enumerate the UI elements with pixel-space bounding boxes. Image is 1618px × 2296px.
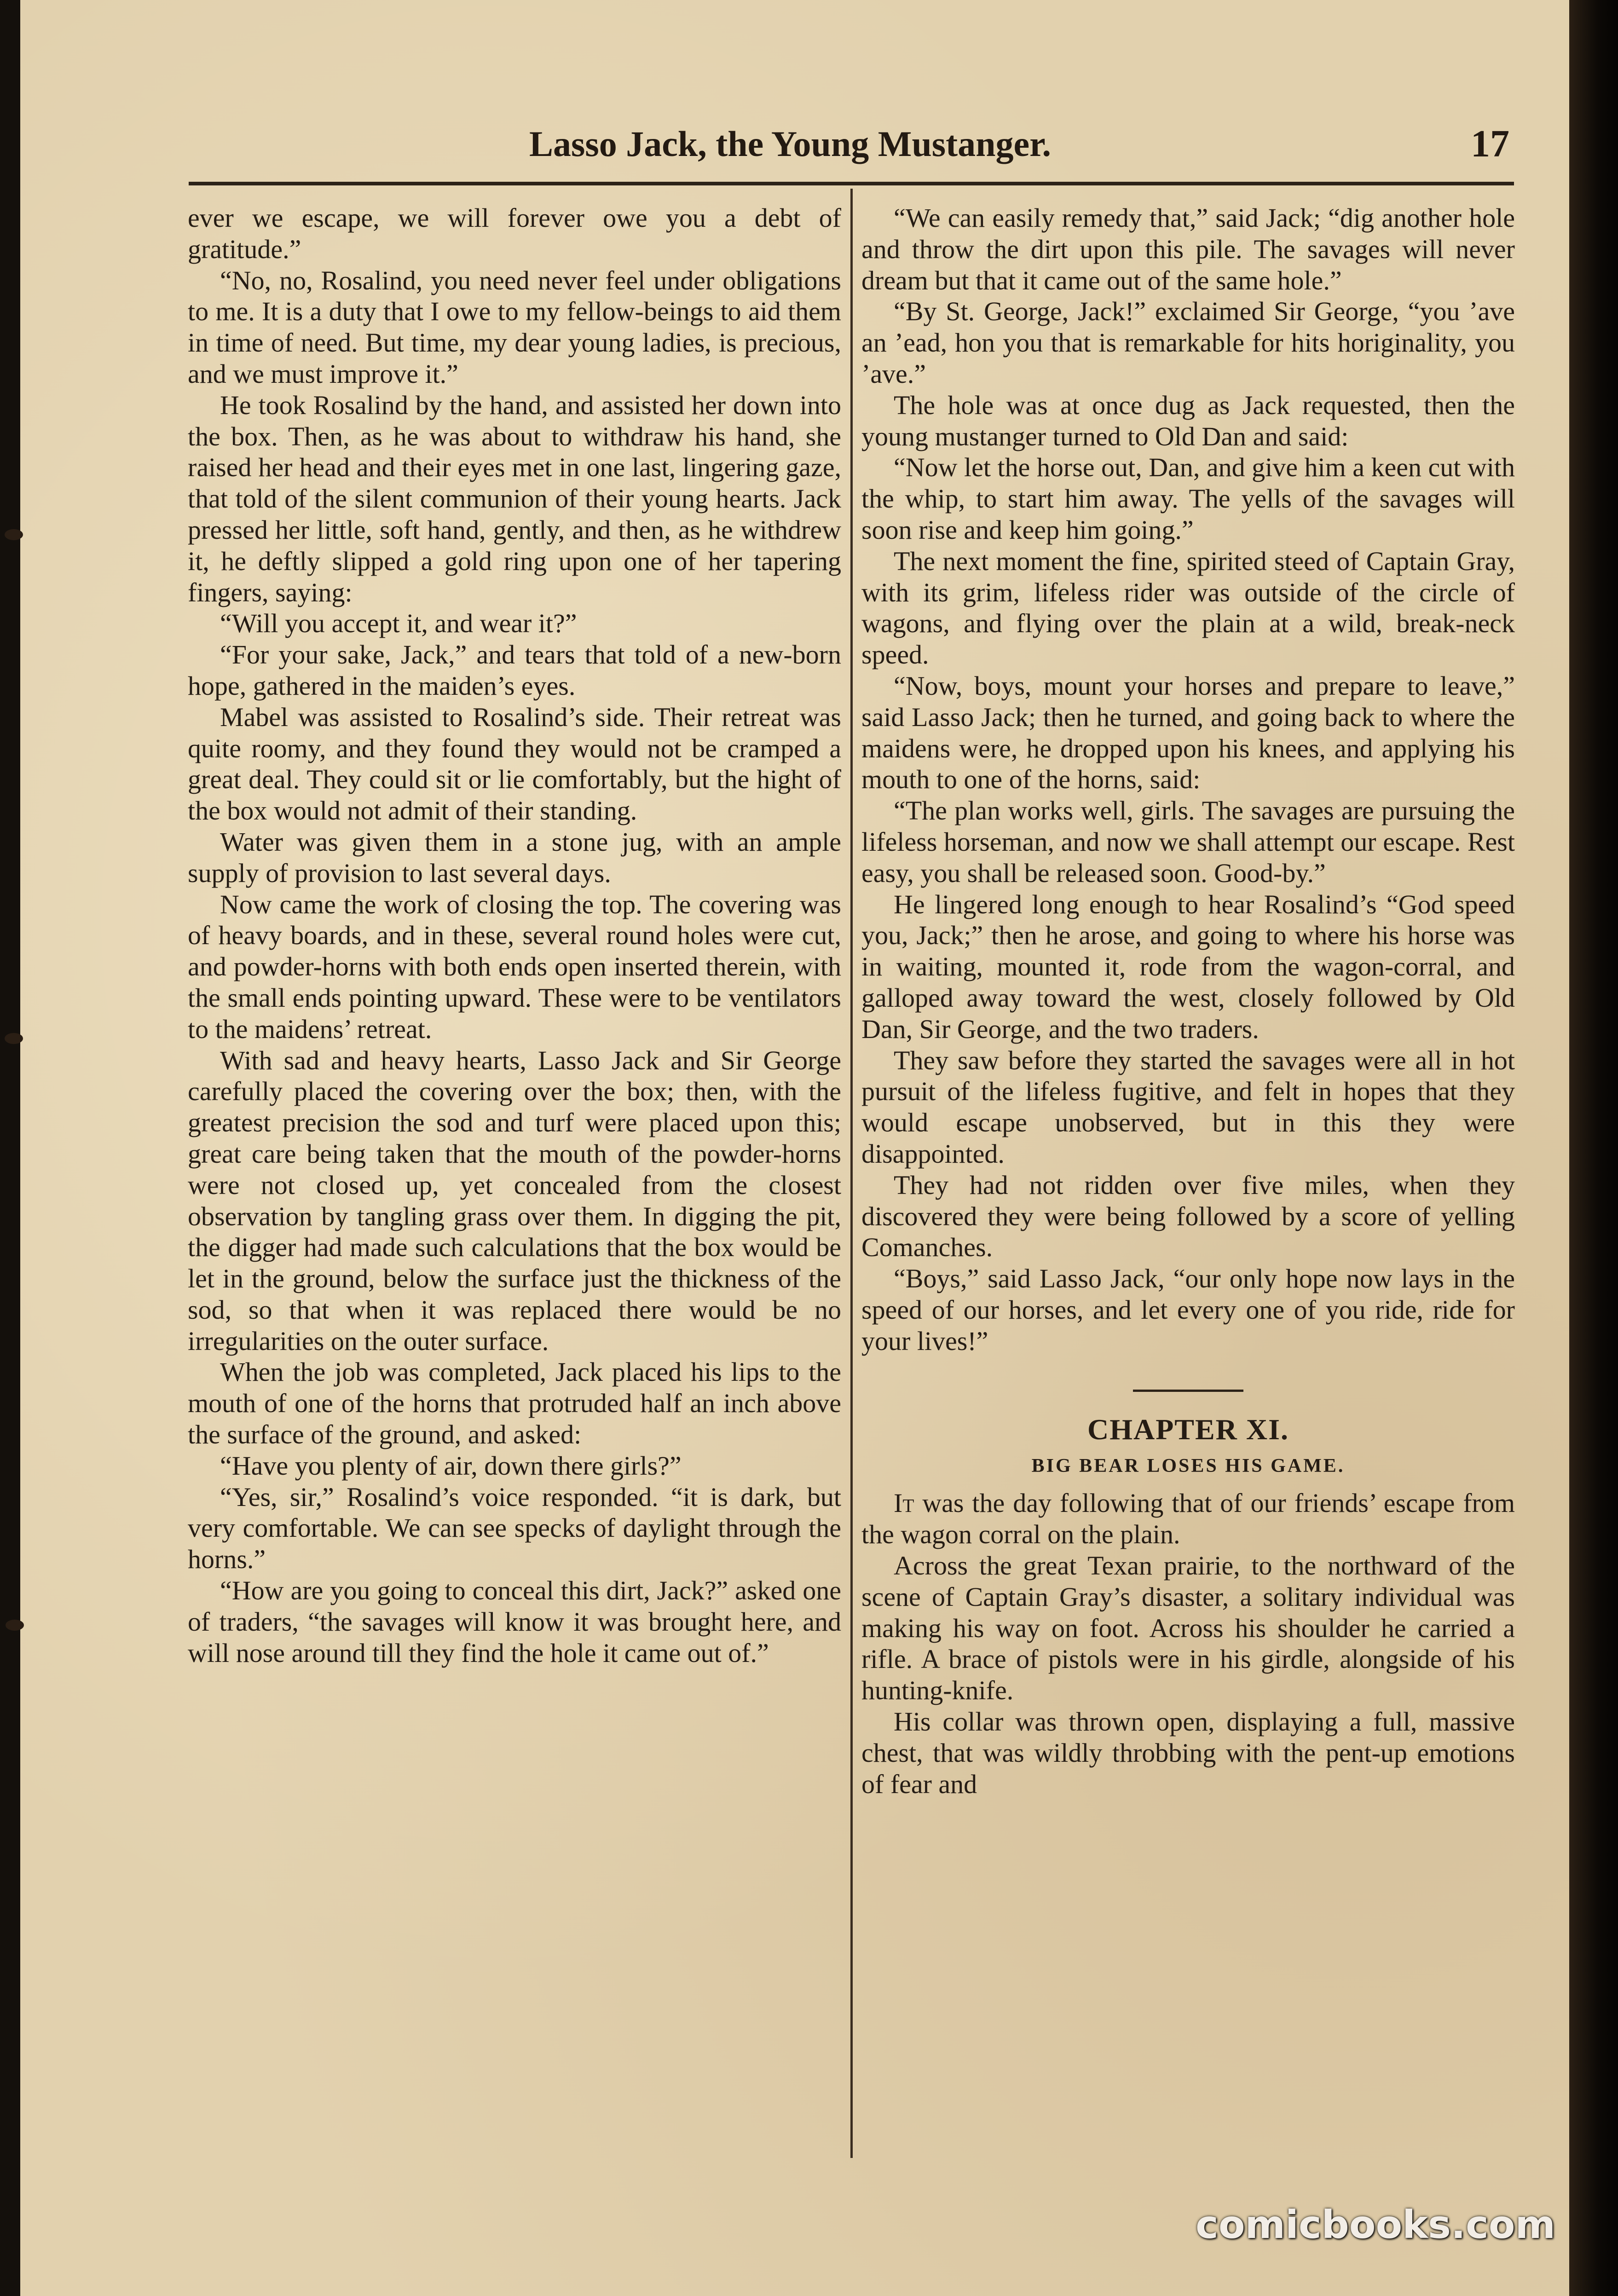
- binding-mark: [6, 1620, 24, 1631]
- paragraph: “Now, boys, mount your horses and prepare to leave,” said Lasso Jack; then he turned, and going back to where the maidens were, he dropped upon his knees, and applying his mouth to one of the horns, said:: [861, 670, 1515, 795]
- paragraph: “How are you going to conceal this dirt, Jack?” asked one of traders, “the savages will know it was brought here, and will nose around till they find the hole it came out of.”: [188, 1575, 841, 1668]
- paragraph: They saw before they started the savages were all in hot pursuit of the lifeless fugitive, and felt in hopes that they would escape unobserved, but in this they were disappointed.: [861, 1045, 1515, 1169]
- binding-mark: [5, 529, 23, 540]
- page-number: 17: [1471, 122, 1509, 165]
- paragraph: His collar was thrown open, displaying a full, massive chest, that was wildly throbbing with the pent-up emotions of fear and: [861, 1707, 1515, 1799]
- paragraph: “By St. George, Jack!” exclaimed Sir George, “you ’ave an ’ead, hon you that is remarkable for hits horiginality, you ’ave.”: [861, 296, 1515, 389]
- paragraph: “No, no, Rosalind, you need never feel under obligations to me. It is a duty that I owe to my fellow-beings to aid them in time of need. But time, my dear young ladies, is precious, and we must improve it.”: [188, 265, 841, 389]
- paragraph: “Now let the horse out, Dan, and give him a keen cut with the whip, to start him away. The yells of the savages will soon rise and keep him going.”: [861, 452, 1515, 545]
- paragraph: “We can easily remedy that,” said Jack; “dig another hole and throw the dirt upon this pile. The savages will never dream but that it came out of the same hole.”: [861, 203, 1515, 295]
- paragraph: [861, 1488, 1515, 1550]
- paragraph: “The plan works well, girls. The savages are pursuing the lifeless horseman, and now we shall attempt our escape. Rest easy, you shall be released soon. Good-by.”: [861, 796, 1515, 888]
- left-column: [188, 202, 841, 1668]
- paragraph: ever we escape, we will forever owe you a debt of gratitude.”: [188, 203, 841, 264]
- paragraph: “Yes, sir,” Rosalind’s voice responded. “it is dark, but very comfortable. We can see specks of daylight through the horns.”: [188, 1482, 841, 1575]
- chapter-subtitle: BIG BEAR LOSES HIS GAME.: [1031, 1455, 1345, 1477]
- paragraph: The next moment the fine, spirited steed of Captain Gray, with its grim, lifeless rider was outside of the circle of wagons, and flying over the plain at a wild, break-neck speed.: [861, 546, 1515, 670]
- paragraph: Across the great Texan prairie, to the northward of the scene of Captain Gray’s disaster, a solitary individual was making his way on foot. Across his shoulder he carried a rifle. A brace of pistols were in his girdle, alongside of his hunting-knife.: [861, 1551, 1515, 1706]
- chapter-first-word: It: [894, 1488, 914, 1518]
- paragraph: “Will you accept it, and wear it?”: [220, 608, 577, 639]
- right-column: [861, 202, 1515, 1800]
- paragraph: The hole was at once dug as Jack requested, then the young mustanger turned to Old Dan and said:: [861, 390, 1515, 451]
- chapter-title: CHAPTER XI.: [1087, 1413, 1289, 1446]
- chapter-separator-rule: [1133, 1390, 1243, 1392]
- watermark: comicbooks.com: [1196, 2202, 1555, 2247]
- paragraph: “For your sake, Jack,” and tears that told of a new-born hope, gathered in the maiden’s eyes.: [188, 640, 841, 701]
- running-head-title: Lasso Jack, the Young Mustanger.: [529, 124, 1052, 164]
- paragraph: When the job was completed, Jack placed his lips to the mouth of one of the horns that protruded half an inch above the surface of the ground, and asked:: [188, 1357, 841, 1450]
- paragraph: “Boys,” said Lasso Jack, “our only hope now lays in the speed of our horses, and let every one of you ride, ride for your lives!”: [861, 1263, 1515, 1356]
- paragraph: Water was given them in a stone jug, with an ample supply of provision to last several days.: [188, 826, 841, 888]
- column-divider: [850, 189, 853, 2158]
- paragraph: Now came the work of closing the top. The covering was of heavy boards, and in these, several round holes were cut, and powder-horns with both ends open inserted therein, with the small ends pointing upward. These were to be ventilators to the maidens’ retreat.: [188, 889, 841, 1044]
- page-edge-shadow: [1569, 0, 1618, 2296]
- paragraph: He took Rosalind by the hand, and assisted her down into the box. Then, as he was about to withdraw his hand, she raised her head and their eyes met in one last, lingering gaze, that told of the silent communion of their young hearts. Jack pressed her little, soft hand, gently, and then, as he withdrew it, he deftly slipped a gold ring upon one of her tapering fingers, saying:: [188, 390, 841, 607]
- header-rule: [189, 182, 1514, 185]
- paragraph: Mabel was assisted to Rosalind’s side. Their retreat was quite roomy, and they found they would not be cramped a great deal. They could sit or lie comfortably, but the hight of the box would not admit of their standing.: [188, 702, 841, 826]
- paragraph: With sad and heavy hearts, Lasso Jack and Sir George carefully placed the covering over the box; then, with the greatest precision the sod and turf were placed upon this; great care being taken that the mouth of the powder-horns were not closed up, yet concealed from the closest observation by tangling grass over them. In digging the pit, the digger had made such calculations that the box would be let in the ground, below the surface just the thickness of the sod, so that when it was replaced there would be no irregularities on the outer surface.: [188, 1045, 841, 1356]
- paragraph: He lingered long enough to hear Rosalind’s “God speed you, Jack;” then he arose, and going to where his horse was in waiting, mounted it, rode from the wagon-corral, and galloped away toward the west, closely followed by Old Dan, Sir George, and the two traders.: [861, 889, 1515, 1044]
- paragraph: They had not ridden over five miles, when they discovered they were being followed by a score of yelling Comanches.: [861, 1170, 1515, 1263]
- paragraph: “Have you plenty of air, down there girls?”: [220, 1450, 682, 1481]
- binding-mark: [5, 1033, 23, 1044]
- paragraph-text: was the day following that of our friends’ escape from the wagon corral on the plain.: [861, 1488, 1515, 1550]
